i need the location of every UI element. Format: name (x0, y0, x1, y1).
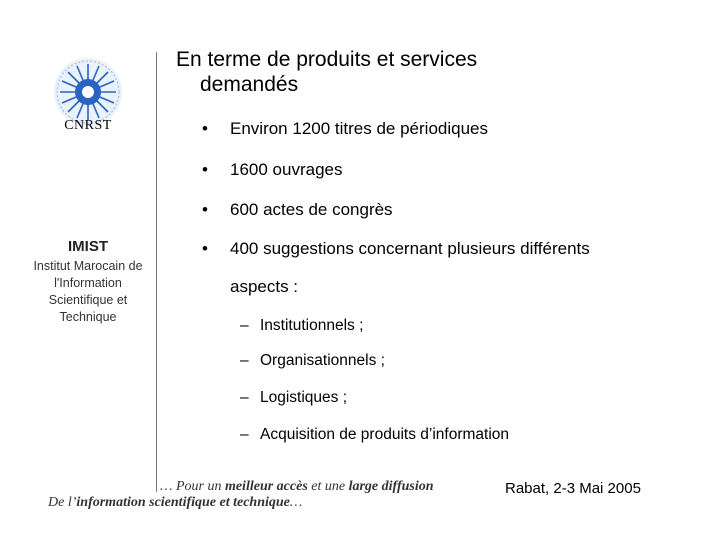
logo-caption: CNRST (64, 118, 112, 133)
org-name: IMIST (68, 238, 108, 255)
divider (156, 52, 157, 492)
event-date: Rabat, 2-3 Mai 2005 (505, 480, 641, 497)
org-description: Institut Marocain de l'Information Scientifique et Technique (33, 259, 143, 324)
footer-line-1: … Pour un meilleur accès et une large diffusion (160, 479, 434, 494)
sub-item: – Institutionnels ; (240, 317, 364, 334)
sub-item: – Organisationnels ; (240, 352, 385, 369)
bullet-dot-icon: • (202, 119, 208, 138)
bullet-dot-icon: • (202, 200, 208, 219)
sub-item: – Logistiques ; (240, 389, 348, 406)
dash-icon: – (240, 317, 249, 334)
slide-title (176, 47, 696, 97)
dash-icon: – (240, 352, 249, 369)
footer-line-2: De l’information scientifique et technique… (48, 495, 303, 510)
dash-icon: – (240, 426, 249, 443)
title-line-2: demandés (200, 73, 299, 96)
title-line-1: En terme de produits et services (176, 48, 478, 71)
bullet-continuation: aspects : (230, 277, 299, 296)
bullet-dot-icon: • (202, 160, 208, 179)
dash-icon: – (240, 389, 249, 406)
sub-item: – Acquisition de produits d’information (240, 426, 509, 443)
bullet-dot-icon: • (202, 239, 208, 258)
